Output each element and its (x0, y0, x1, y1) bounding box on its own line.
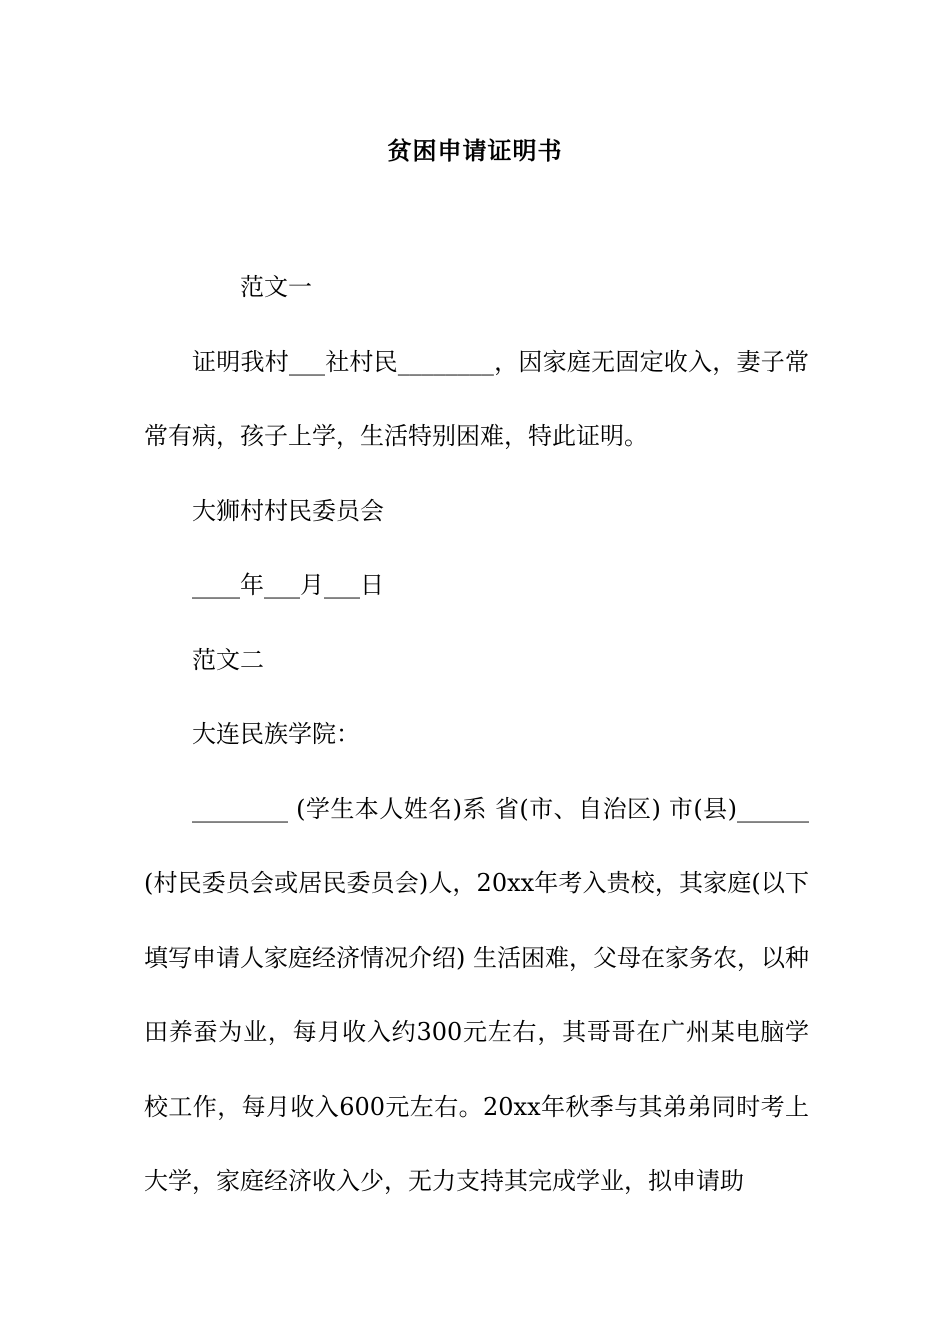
application-paragraph: ________ (学生本人姓名)系 省(市、自治区) 市(县)______(村民委员会或居民委员会)人，20xx年考入贵校，其家庭(以下填写申请人家庭经济情况介绍) 生活困难，父母在家务农，以种田养蚕为业，每月收入约300元左右，其哥哥在广州某电脑学校工作，每月收入600元左右。20xx年秋季与其弟弟同时考上大学，家庭经济收入少，无力支持其完成学业，拟申请助 (144, 794, 809, 1195)
date-line: ____年___月___日 (192, 571, 384, 599)
section-heading-sample-one: 范文一 (240, 273, 312, 301)
certificate-paragraph: 证明我村___社村民________，因家庭无固定收入，妻子常常有病，孩子上学，生活特别困难，特此证明。 (144, 347, 809, 450)
document-title: 贫困申请证明书 (387, 137, 563, 165)
issuer-name: 大狮村村民委员会 (192, 496, 384, 525)
document-body (144, 250, 809, 1219)
section-heading-sample-two: 范文二 (192, 645, 264, 674)
addressee: 大连民族学院： (192, 720, 360, 748)
